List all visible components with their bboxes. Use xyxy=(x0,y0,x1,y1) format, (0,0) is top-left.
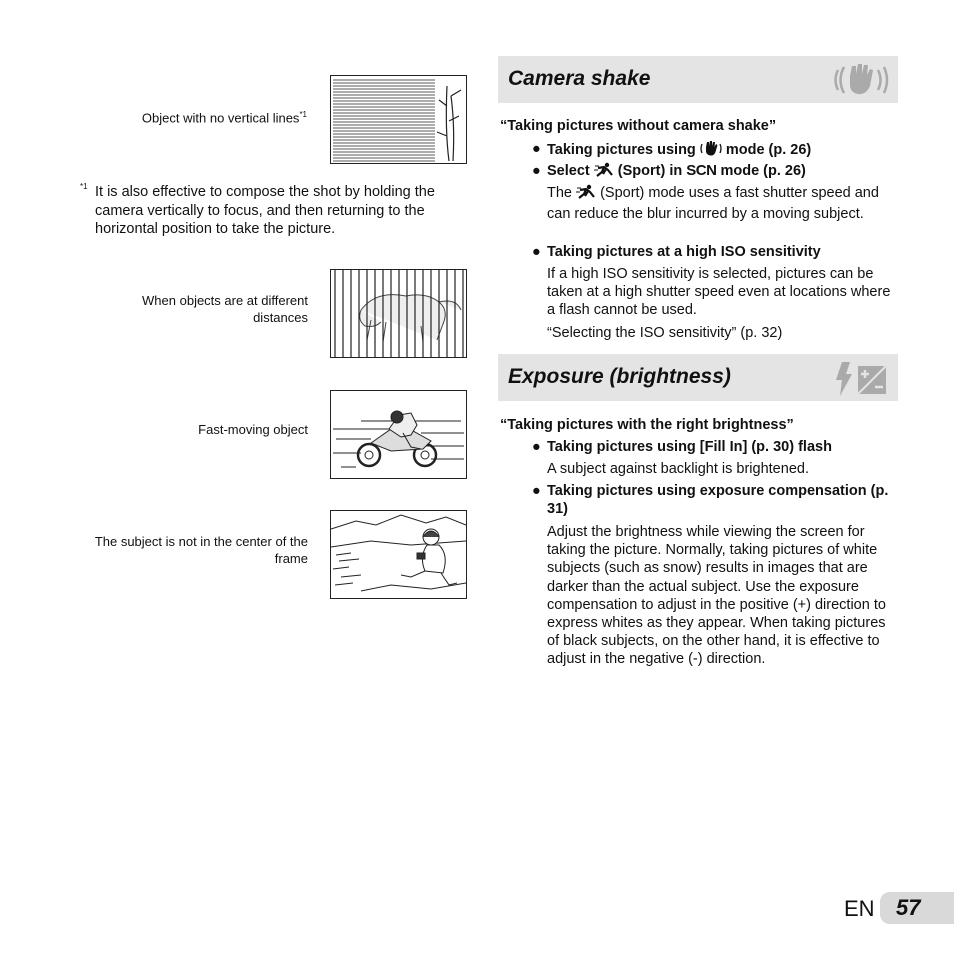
footnote-mark: *1 xyxy=(80,182,88,191)
exposure-bullet-2: Taking pictures using exposure compensation (p. 31) xyxy=(547,483,889,518)
language-label: EN xyxy=(844,896,875,921)
camera-shake-bullet-3-body: If a high ISO sensitivity is selected, pictures can be taken at a high shutter speed even at locations where a flash cannot be used. xyxy=(547,266,891,319)
bullet-dot: ● xyxy=(532,141,541,157)
camera-shake-bullet-2: Select (Sport) in SCN mode (p. 26) xyxy=(547,162,806,183)
horizontal-lines-illustration xyxy=(331,76,466,163)
camera-shake-bullet-3: Taking pictures at a high ISO sensitivity xyxy=(547,244,821,260)
fig4-caption: The subject is not in the center of the frame xyxy=(94,534,308,566)
camera-shake-bullet-1: Taking pictures using mode (p. 26) xyxy=(547,140,811,162)
bullet-dot: ● xyxy=(532,439,541,455)
iso-reference: “Selecting the ISO sensitivity” (p. 32) xyxy=(547,325,783,341)
exposure-subheading: “Taking pictures with the right brightness” xyxy=(500,417,794,433)
flash-exposure-icon xyxy=(828,360,890,403)
sport-mode-icon xyxy=(576,184,596,205)
exposure-title: Exposure (brightness) xyxy=(508,365,731,388)
page-number: 57 xyxy=(896,895,921,920)
figure-fast-moving xyxy=(330,390,467,479)
camera-shake-header xyxy=(498,56,898,103)
fig3-caption: Fast-moving object xyxy=(198,422,308,437)
bullet-dot: ● xyxy=(532,483,541,499)
exposure-bullet-2-body: Adjust the brightness while viewing the screen for taking the picture. Normally, taking pictures of white subjects (such as snow) results in images that are darker than the actual subject. Use the exposure compensation to adjust in the positive (+) direction to express whites as they appear. When taking pictures of black subjects, on the other hand, it is effective to adjust in the negative (-) direction. xyxy=(547,524,886,668)
bullet-dot: ● xyxy=(532,244,541,260)
footnote-text: It is also effective to compose the shot by holding the camera vertically to focus, and then returning to the horizontal position to take the picture. xyxy=(95,184,435,237)
camera-shake-bullet-2-body: The (Sport) mode uses a fast shutter speed and can reduce the blur incurred by a moving subject. xyxy=(547,185,879,223)
sport-mode-icon xyxy=(594,162,614,183)
scn-mode-icon: SCN xyxy=(686,162,717,179)
fig1-caption: Object with no vertical lines$^{*1}$ xyxy=(141,110,307,126)
bullet-dot: ● xyxy=(532,163,541,179)
motorcycle-illustration xyxy=(331,391,466,478)
camera-shake-subheading: “Taking pictures without camera shake” xyxy=(500,118,777,134)
photographer-illustration xyxy=(331,511,466,598)
page-number-tab xyxy=(880,892,954,924)
exposure-bullet-1: Taking pictures using [Fill In] (p. 30) flash xyxy=(547,439,832,455)
camera-shake-hand-icon xyxy=(832,62,890,103)
fig2-caption: When objects are at different distances xyxy=(142,293,308,325)
vertical-lines-tiger-illustration xyxy=(331,270,466,357)
exposure-header xyxy=(498,354,898,401)
figure-different-distances xyxy=(330,269,467,358)
image-stabilizer-hand-icon xyxy=(700,140,722,162)
camera-shake-title: Camera shake xyxy=(508,67,651,90)
figure-no-vertical-lines xyxy=(330,75,467,164)
figure-subject-off-center xyxy=(330,510,467,599)
exposure-bullet-1-body: A subject against backlight is brightened. xyxy=(547,461,809,477)
